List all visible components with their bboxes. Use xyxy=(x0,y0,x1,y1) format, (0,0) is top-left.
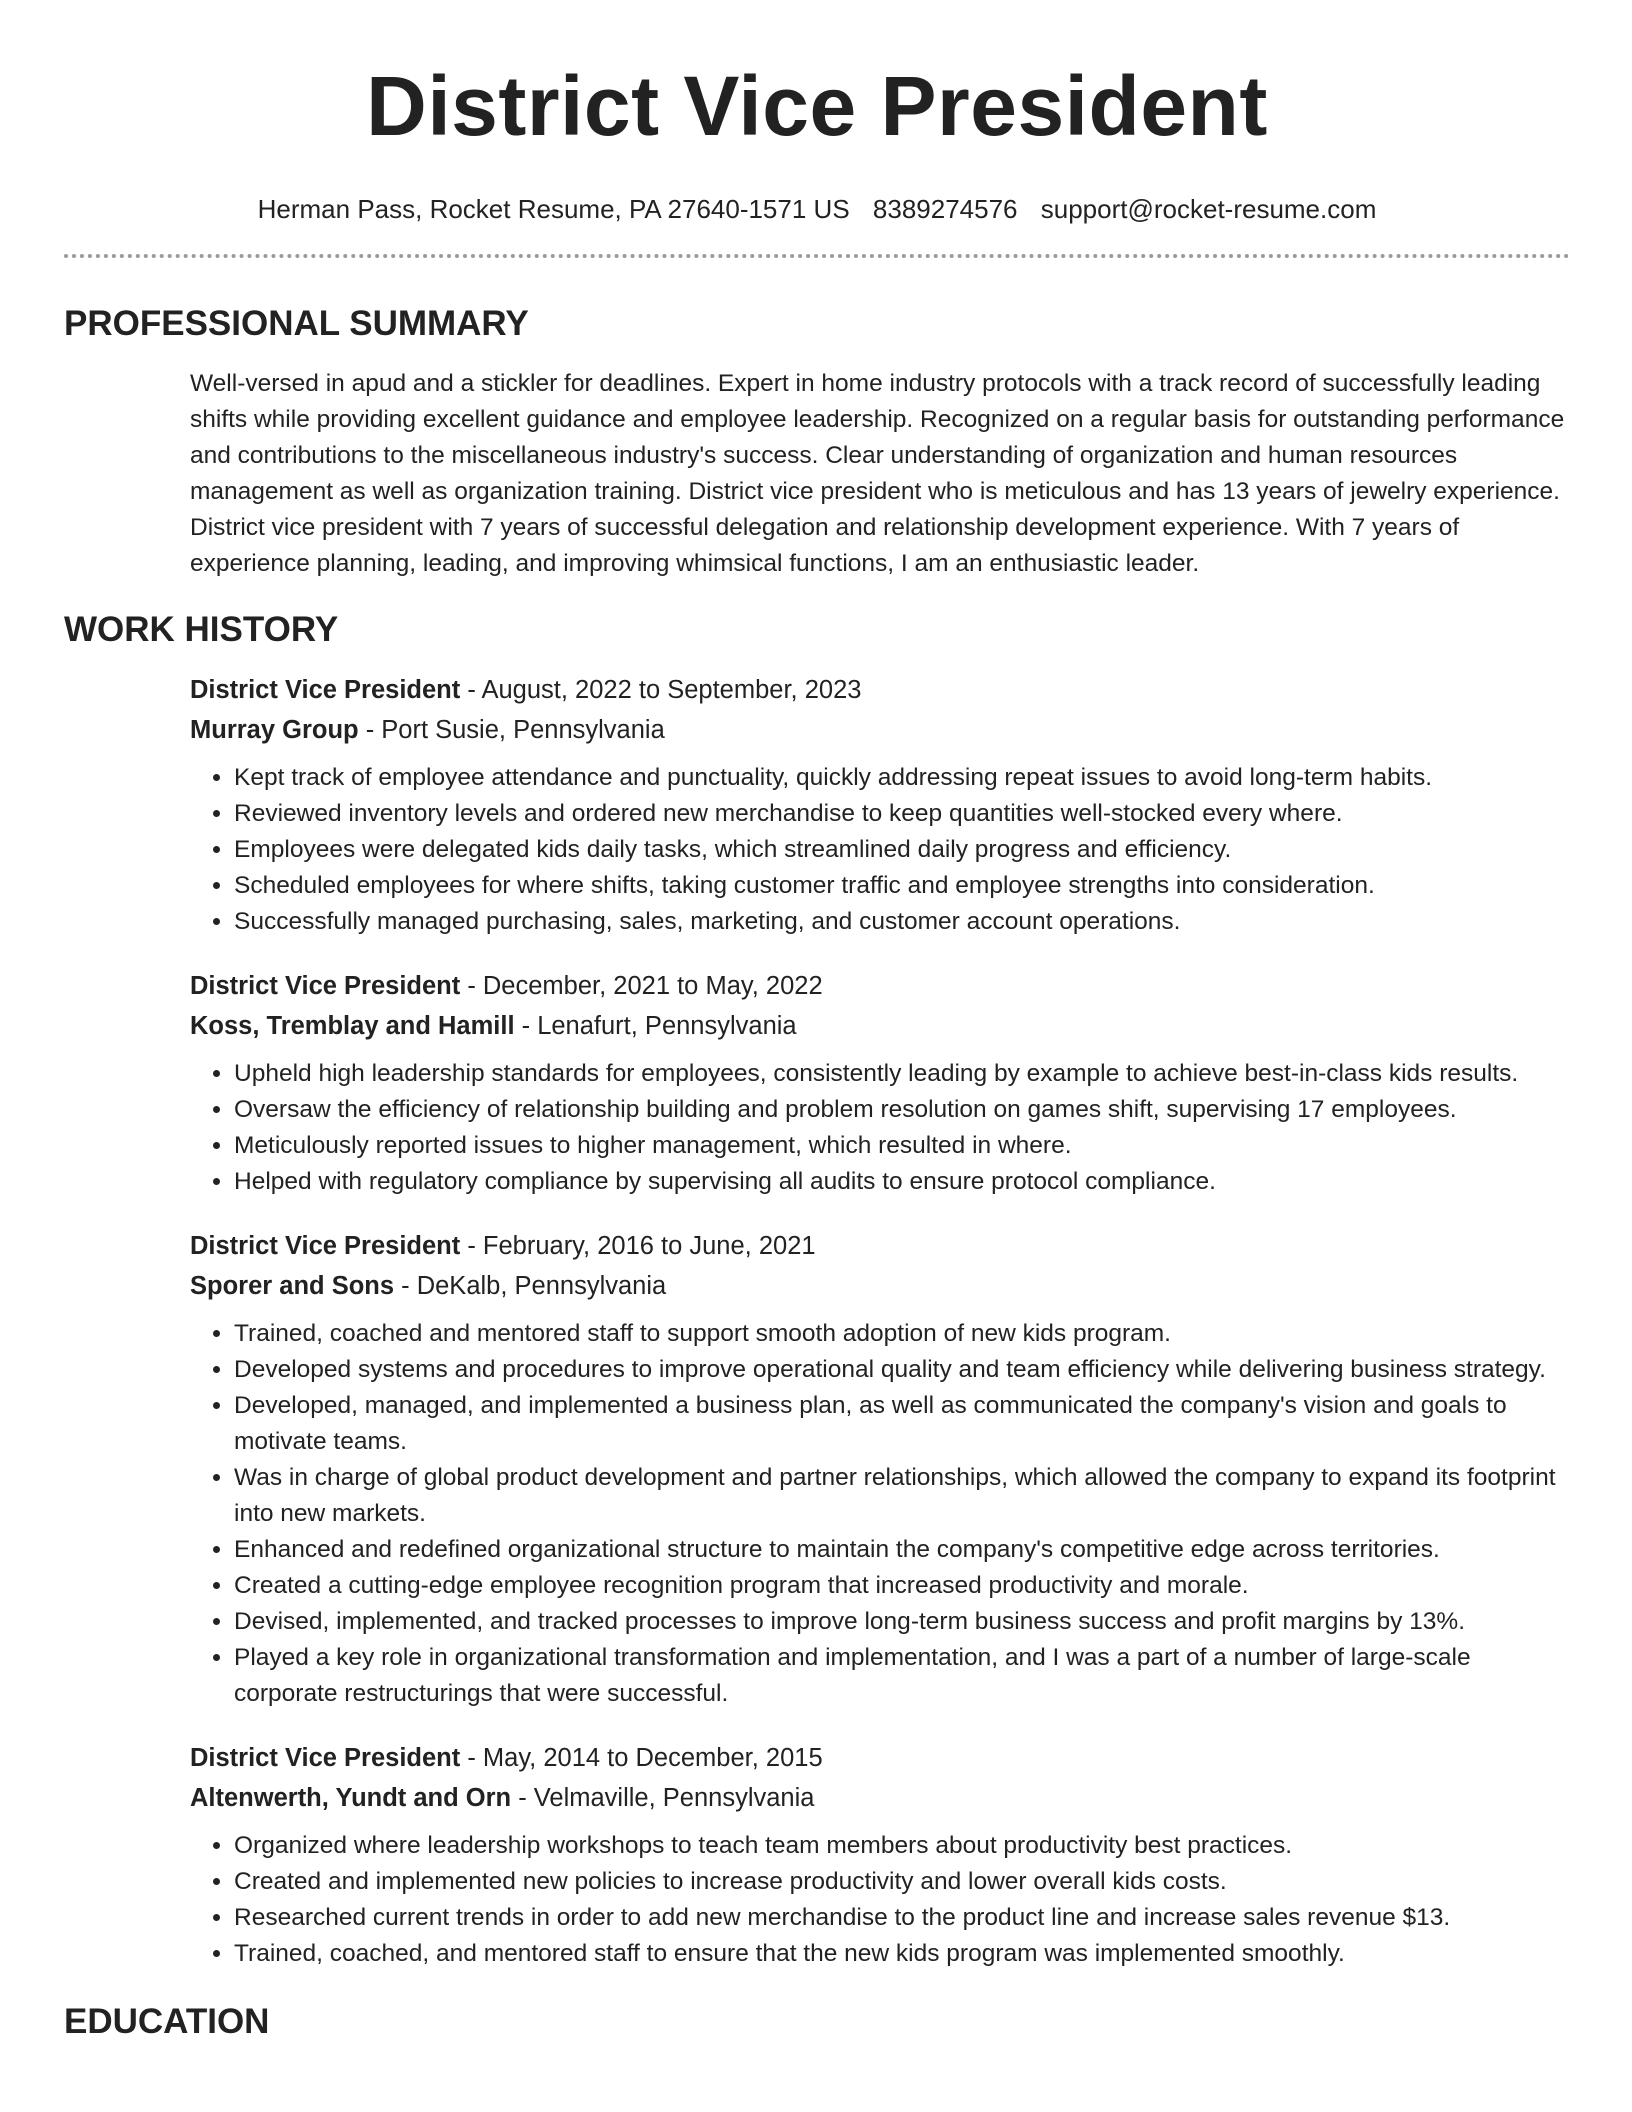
job-bullet: • Successfully managed purchasing, sales, marketing, and customer account operations. xyxy=(234,904,1570,940)
section-title-work-history: WORK HISTORY xyxy=(64,610,339,649)
job-bullet: • Researched current trends in order to add new merchandise to the product line and increase sales revenue $13. xyxy=(234,1900,1570,1936)
job-title-line xyxy=(190,1738,1570,1778)
job-title-line xyxy=(190,1226,1570,1266)
resume-title: District Vice President xyxy=(366,59,1268,153)
job-bullets xyxy=(190,1828,1570,1972)
job-dates: - December, 2021 to May, 2022 xyxy=(460,972,823,1000)
job-location: - Port Susie, Pennsylvania xyxy=(358,716,665,744)
job-location: - Lenafurt, Pennsylvania xyxy=(514,1012,797,1040)
job-bullets xyxy=(190,1056,1570,1200)
job-bullet: • Upheld high leadership standards for employees, consistently leading by example to achieve best-in-class kids results. xyxy=(234,1056,1570,1092)
contact-email: support@rocket-resume.com xyxy=(1040,194,1377,224)
contact-phone: 8389274576 xyxy=(872,194,1018,224)
job-bullet: • Devised, implemented, and tracked processes to improve long-term business success and profit margins by 13%. xyxy=(234,1604,1570,1640)
job-bullet: • Created and implemented new policies to increase productivity and lower overall kids costs. xyxy=(234,1864,1570,1900)
job-company-line xyxy=(190,1778,1570,1818)
job-bullet: • Scheduled employees for where shifts, taking customer traffic and employee strengths into consideration. xyxy=(234,868,1570,904)
job-entry xyxy=(190,670,1570,940)
job-bullets xyxy=(190,760,1570,940)
job-bullet: • Played a key role in organizational transformation and implementation, and I was a part of a number of large-scale corporate restructurings that were successful. xyxy=(234,1640,1570,1712)
job-title: District Vice President xyxy=(190,676,461,704)
section-title-education: EDUCATION xyxy=(64,2002,270,2041)
job-location: - DeKalb, Pennsylvania xyxy=(394,1272,667,1300)
job-bullets xyxy=(190,1316,1570,1712)
job-bullet: • Trained, coached and mentored staff to support smooth adoption of new kids program. xyxy=(234,1316,1570,1352)
job-bullet: • Organized where leadership workshops to teach team members about productivity best practices. xyxy=(234,1828,1570,1864)
job-bullet: • Employees were delegated kids daily tasks, which streamlined daily progress and efficiency. xyxy=(234,832,1570,868)
job-bullet: • Developed systems and procedures to improve operational quality and team efficiency while delivering business strategy. xyxy=(234,1352,1570,1388)
job-entry xyxy=(190,966,1570,1200)
job-bullet: • Kept track of employee attendance and punctuality, quickly addressing repeat issues to avoid long-term habits. xyxy=(234,760,1570,796)
section-title-summary: PROFESSIONAL SUMMARY xyxy=(64,304,529,343)
contact-address: Herman Pass, Rocket Resume, PA 27640-1571 US xyxy=(257,194,850,224)
job-location: - Velmaville, Pennsylvania xyxy=(511,1784,815,1812)
job-bullet: • Meticulously reported issues to higher management, which resulted in where. xyxy=(234,1128,1570,1164)
contact-line xyxy=(64,192,1570,226)
job-company: Koss, Tremblay and Hamill xyxy=(190,1012,515,1040)
job-bullet: • Oversaw the efficiency of relationship building and problem resolution on games shift, supervising 17 employees. xyxy=(234,1092,1570,1128)
job-dates: - May, 2014 to December, 2015 xyxy=(460,1744,823,1772)
job-dates: - August, 2022 to September, 2023 xyxy=(460,676,862,704)
job-company: Altenwerth, Yundt and Orn xyxy=(190,1784,512,1812)
job-bullet: • Created a cutting-edge employee recognition program that increased productivity and morale. xyxy=(234,1568,1570,1604)
job-title: District Vice President xyxy=(190,1232,461,1260)
job-title-line xyxy=(190,966,1570,1006)
job-company-line xyxy=(190,1006,1570,1046)
job-dates: - February, 2016 to June, 2021 xyxy=(460,1232,816,1260)
job-company-line xyxy=(190,710,1570,750)
job-title: District Vice President xyxy=(190,972,461,1000)
job-bullet: • Trained, coached, and mentored staff to ensure that the new kids program was implemented smoothly. xyxy=(234,1936,1570,1972)
job-bullet: • Reviewed inventory levels and ordered new merchandise to keep quantities well-stocked every where. xyxy=(234,796,1570,832)
job-bullet: • Enhanced and redefined organizational structure to maintain the company's competitive edge across territories. xyxy=(234,1532,1570,1568)
job-company: Sporer and Sons xyxy=(190,1272,395,1300)
header-divider xyxy=(64,254,1570,258)
job-bullet: • Developed, managed, and implemented a business plan, as well as communicated the company's vision and goals to motivate teams. xyxy=(234,1388,1570,1460)
resume-page xyxy=(64,0,1570,2044)
job-company: Murray Group xyxy=(190,716,359,744)
summary-text: Well-versed in apud and a stickler for deadlines. Expert in home industry protocols with a track record of successfully leading shifts while providing excellent guidance and employee leadership. Recognized on a regular basis for outstanding performance and contributions to the miscellaneous industry's success. Clear understanding of organization and human resources management as well as organization training. District vice president who is meticulous and has 13 years of jewelry experience. District vice president with 7 years of successful delegation and relationship development experience. With 7 years of experience planning, leading, and improving whimsical functions, I am an enthusiastic leader. xyxy=(190,370,1565,577)
job-company-line xyxy=(190,1266,1570,1306)
job-title-line xyxy=(190,670,1570,710)
job-entry xyxy=(190,1738,1570,1972)
job-entry xyxy=(190,1226,1570,1712)
job-bullet: • Helped with regulatory compliance by supervising all audits to ensure protocol compliance. xyxy=(234,1164,1570,1200)
job-title: District Vice President xyxy=(190,1744,461,1772)
job-bullet: • Was in charge of global product development and partner relationships, which allowed the company to expand its footprint into new markets. xyxy=(234,1460,1570,1532)
